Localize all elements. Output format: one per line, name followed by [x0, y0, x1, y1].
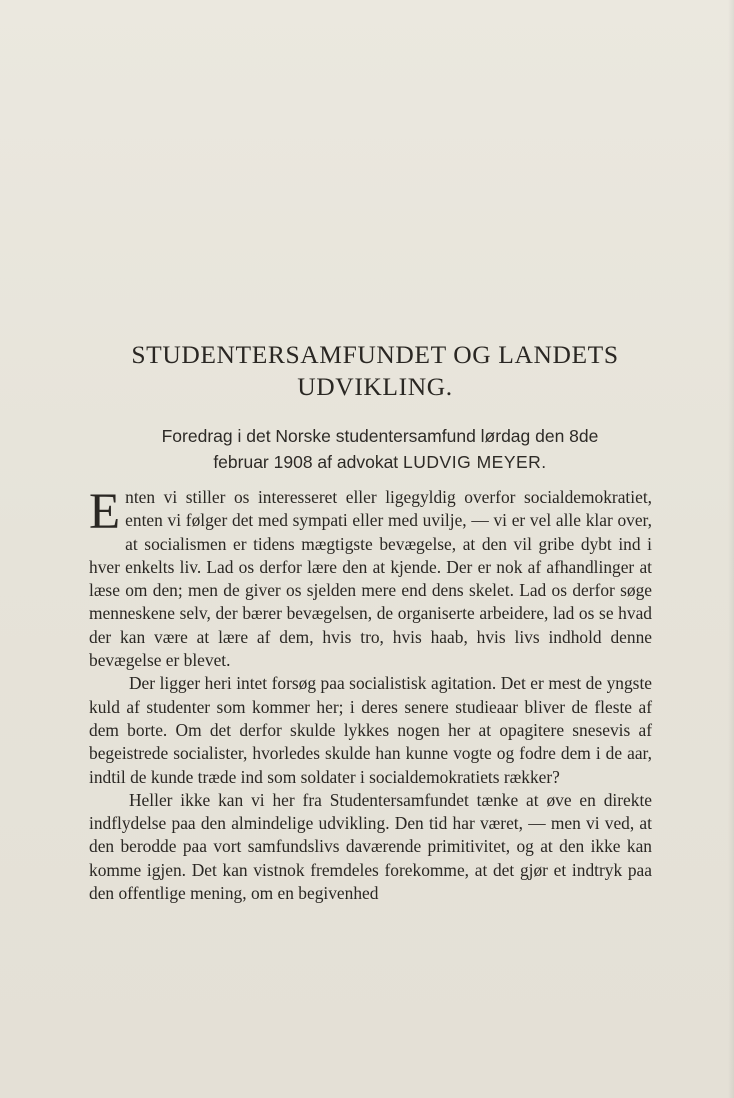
paragraph-3: Heller ikke kan vi her fra Studentersamfundet tænke at øve en direkte indflydelse paa den almindelige udvikling. Den tid har været, — men vi ved, at den berodde paa vort samfundslivs daværende primitivitet, og at den ikke kan komme igjen. Det kan vistnok fremdeles forekomme, at det gjør et indtryk paa den offentlige mening, om en begivenhed [89, 789, 652, 904]
subtitle-author: LUDVIG MEYER. [403, 452, 547, 472]
dropcap: E [89, 484, 121, 540]
title-line-2: UDVIKLING. [297, 372, 453, 401]
subtitle-line-1: Foredrag i det Norske studentersamfund lørdag den 8de [161, 426, 599, 446]
subtitle-line-2 [100, 449, 660, 475]
paragraph-1-text: nten vi stiller os interesseret eller ligegyldig overfor socialdemokratiet, enten vi følger det med sympati eller med uvilje, — vi er vel alle klar over, at socialismen er tidens mægtigste bevægelse, at den vil gribe dybt ind i hver enkelts liv. Lad os derfor lære den at kjende. Der er nok af afhandlinger at læse om den; men de giver os sjelden mere end dens skelet. Lad os derfor søge menneskene selv, der bærer bevægelsen, de organiserte arbeidere, lad os se hvad der kan være at lære af dem, hvis tro, hvis haab, hvis livs indhold denne bevægelse er blevet. [89, 487, 652, 671]
subtitle-line-2-prefix: februar 1908 af advokat [213, 452, 399, 472]
subtitle [100, 423, 660, 475]
page-edge-shadow [728, 0, 734, 1098]
paragraph-1 [89, 486, 652, 672]
body-text [89, 486, 652, 905]
paragraph-2: Der ligger heri intet forsøg paa socialistisk agitation. Det er mest de yngste kuld af studenter som kommer her; i deres senere studieaar bliver de fleste af dem borte. Om det derfor skulde lykkes nogen her at opagitere snesevis af begeistrede socialister, hvorledes skulde han kunne vogte og fodre dem i de aar, indtil de kunde træde ind som soldater i socialdemokratiets rækker? [89, 673, 652, 787]
title-line-1: STUDENTERSAMFUNDET OG LANDETS [131, 340, 619, 369]
